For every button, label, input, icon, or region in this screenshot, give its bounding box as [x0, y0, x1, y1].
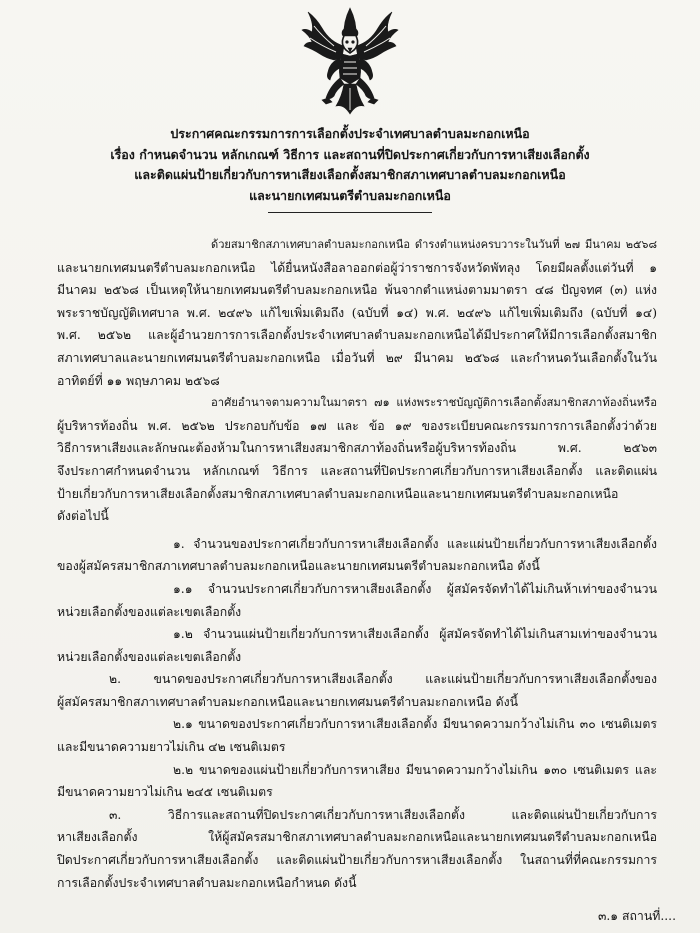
body-line: ๒. ขนาดของประกาศเกี่ยวกับการหาเสียงเลือกตั้ง และแผ่นป้ายเกี่ยวกับการหาเสียงเลือกตั้งของ	[109, 672, 657, 687]
body-line: ๑. จำนวนของประกาศเกี่ยวกับการหาเสียงเลือกตั้ง และแผ่นป้ายเกี่ยวกับการหาเสียงเลือกตั้ง	[173, 536, 657, 551]
garuda-emblem-icon	[300, 6, 400, 118]
body-line: ด้วยสมาชิกสภาเทศบาลตำบลมะกอกเหนือ ดำรงตำแหน่งครบวาระในวันที่ ๒๗ มีนาคม ๒๕๖๘	[211, 238, 657, 251]
announcement-body	[57, 234, 657, 894]
body-line: ๓. วิธีการและสถานที่ปิดประกาศเกี่ยวกับการหาเสียงเลือกตั้ง และติดแผ่นป้ายเกี่ยวกับการ	[109, 807, 657, 822]
body-line: สภาเทศบาลและนายกเทศมนตรีตำบลมะกอกเหนือ เมื่อวันที่ ๒๙ มีนาคม ๒๕๖๘ และกำหนดวันเลือกตั้งในวัน	[57, 350, 657, 365]
body-line: ของผู้สมัครสมาชิกสภาเทศบาลตำบลมะกอกเหนือและนายกเทศมนตรีตำบลมะกอกเหนือ ดังนี้	[57, 559, 540, 574]
body-line: การเลือกตั้งประจำเทศบาลตำบลมะกอกเหนือกำหนด ดังนี้	[57, 875, 357, 890]
body-line: ๑.๑ จำนวนประกาศเกี่ยวกับการหาเสียงเลือกตั้ง ผู้สมัครจัดทำได้ไม่เกินห้าเท่าของจำนวน	[173, 581, 657, 596]
body-line: ป้ายเกี่ยวกับการหาเสียงเลือกตั้งสมาชิกสภาเทศบาลตำบลมะกอกเหนือและนายกเทศมนตรีตำบลมะกอกเหนือ	[57, 486, 619, 501]
body-line: พ.ศ. ๒๕๖๒ และผู้อำนวยการการเลือกตั้งประจำเทศบาลตำบลมะกอกเหนือได้มีประกาศให้มีการเลือกตั้งสมาชิก	[57, 328, 657, 343]
body-line: ดังต่อไปนี้	[57, 509, 109, 524]
body-line: และนายกเทศมนตรีตำบลมะกอกเหนือ ได้ยื่นหนังสือลาออกต่อผู้ว่าราชการจังหวัดพัทลุง โดยมีผลตั้งแต่วันที่ ๑	[57, 260, 657, 275]
header-line-4: และนายกเทศมนตรีตำบลมะกอกเหนือ	[249, 187, 451, 203]
body-line: หาเสียงเลือกตั้ง ให้ผู้สมัครสมาชิกสภาเทศบาลตำบลมะกอกเหนือและนายกเทศมนตรีตำบลมะกอกเหนือ	[57, 830, 657, 845]
body-line: วิธีการหาเสียงและลักษณะต้องห้ามในการหาเสียงสมาชิกสภาท้องถิ่นหรือผู้บริหารท้องถิ่น พ.ศ. ๒๕๖๓	[57, 441, 657, 456]
body-line: จึงประกาศกำหนดจำนวน หลักเกณฑ์ วิธีการ และสถานที่ปิดประกาศเกี่ยวกับการหาเสียงเลือกตั้ง และติดแผ่น	[57, 463, 657, 478]
body-line: หน่วยเลือกตั้งของแต่ละเขตเลือกตั้ง	[57, 649, 242, 664]
continuation-note: ๓.๑ สถานที่....	[597, 909, 676, 923]
body-line: พระราชบัญญัติเทศบาล พ.ศ. ๒๔๙๖ แก้ไขเพิ่มเติมถึง (ฉบับที่ ๑๔) พ.ศ. ๒๔๙๖ แก้ไขเพิ่มเติมถึง (ฉบับที่ ๑๔)	[57, 305, 657, 320]
header-divider	[268, 212, 432, 213]
header-line-3: และติดแผ่นป้ายเกี่ยวกับการหาเสียงเลือกตั้งสมาชิกสภาเทศบาลตำบลมะกอกเหนือ	[134, 167, 566, 182]
body-line: ปิดประกาศเกี่ยวกับการหาเสียงเลือกตั้ง และติดแผ่นป้ายเกี่ยวกับการหาเสียงเลือกตั้ง ในสถานที่ที่คณะกรรมการ	[57, 853, 657, 868]
body-line: ๑.๒ จำนวนแผ่นป้ายเกี่ยวกับการหาเสียงเลือกตั้ง ผู้สมัครจัดทำได้ไม่เกินสามเท่าของจำนวน	[173, 627, 657, 642]
body-line: หน่วยเลือกตั้งของแต่ละเขตเลือกตั้ง	[57, 604, 242, 619]
body-line: และมีขนาดความยาวไม่เกิน ๔๒ เซนติเมตร	[57, 740, 286, 755]
body-line: ผู้บริหารท้องถิ่น พ.ศ. ๒๕๖๒ ประกอบกับข้อ ๑๗ และ ข้อ ๑๙ ของระเบียบคณะกรรมการการเลือกตั้งว่าด้วย	[57, 418, 657, 433]
announcement-header	[60, 124, 640, 206]
body-line: มีขนาดความยาวไม่เกิน ๒๔๕ เซนติเมตร	[57, 785, 273, 800]
body-line: อาศัยอำนาจตามความในมาตรา ๗๑ แห่งพระราชบัญญัติการเลือกตั้งสมาชิกสภาท้องถิ่นหรือ	[211, 396, 657, 410]
header-line-1: ประกาศคณะกรรมการการเลือกตั้งประจำเทศบาลตำบลมะกอกเหนือ	[170, 126, 530, 141]
body-line: ๒.๒ ขนาดของแผ่นป้ายเกี่ยวกับการหาเสียง มีขนาดความกว้างไม่เกิน ๑๓๐ เซนติเมตร และ	[173, 762, 657, 777]
body-line: อาทิตย์ที่ ๑๑ พฤษภาคม ๒๕๖๘	[57, 373, 220, 388]
body-line: มีนาคม ๒๕๖๘ เป็นเหตุให้นายกเทศมนตรีตำบลมะกอกเหนือ พ้นจากตำแหน่งตามมาตรา ๔๘ ปัญจทศ (๓) แห่ง	[57, 283, 657, 298]
body-line: ๒.๑ ขนาดของประกาศเกี่ยวกับการหาเสียงเลือกตั้ง มีขนาดความกว้างไม่เกิน ๓๐ เซนติเมตร	[173, 717, 657, 732]
body-line: ผู้สมัครสมาชิกสภาเทศบาลตำบลมะกอกเหนือและนายกเทศมนตรีตำบลมะกอกเหนือ ดังนี้	[57, 694, 519, 709]
header-line-2: เรื่อง กำหนดจำนวน หลักเกณฑ์ วิธีการ และสถานที่ปิดประกาศเกี่ยวกับการหาเสียงเลือกตั้ง	[110, 146, 590, 162]
